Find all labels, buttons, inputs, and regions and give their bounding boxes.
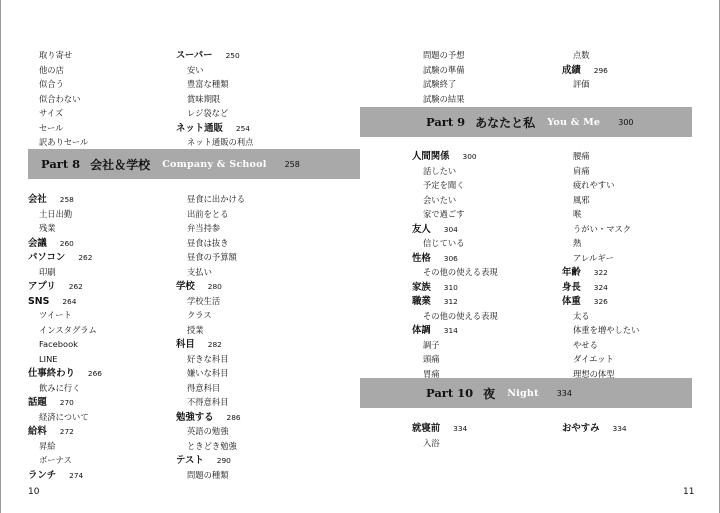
index-subentry	[187, 90, 317, 104]
index-subentry	[573, 321, 703, 335]
index-subentry	[187, 350, 317, 364]
entry-label: 友人 304	[412, 223, 458, 235]
index-subentry	[573, 350, 703, 364]
entry-label: 太る	[573, 310, 590, 321]
entry-label: ボーナス	[39, 455, 72, 465]
index-subentry	[573, 234, 703, 248]
entry-label: 安い	[187, 64, 204, 75]
index-subentry	[423, 350, 553, 364]
entry-label: おやすみ 334	[562, 423, 627, 434]
entry-label: 喉	[573, 209, 582, 219]
entry-label: 仕事終わり 266	[28, 368, 102, 379]
index-subentry	[573, 249, 703, 263]
part10-jp-title: 夜	[483, 386, 496, 401]
index-heading	[176, 119, 306, 133]
entry-label: 頭痛	[423, 354, 440, 364]
entry-label: 疲れやすい	[573, 180, 615, 190]
entry-label: 風邪	[573, 194, 590, 205]
index-subentry	[423, 365, 553, 379]
entry-page-number: 262	[68, 282, 83, 291]
index-heading	[28, 292, 158, 306]
entry-label: 人間関係 300	[412, 151, 477, 162]
entry-label: 体調 314	[412, 325, 458, 336]
part8-page: 258	[284, 159, 300, 169]
entry-label: 信じている	[423, 238, 465, 248]
index-subentry	[423, 61, 553, 75]
index-heading	[562, 278, 692, 292]
part9-label: Part 9	[426, 115, 466, 129]
index-subentry	[423, 176, 553, 190]
entry-label: 話題 270	[28, 397, 74, 408]
index-subentry	[187, 364, 317, 378]
index-subentry	[187, 205, 317, 219]
entry-page-number: 258	[59, 195, 74, 204]
entry-label: 経済について	[39, 411, 89, 422]
part8-banner	[28, 149, 360, 179]
index-subentry	[39, 205, 169, 219]
index-subentry	[39, 306, 169, 320]
part9-banner	[360, 107, 692, 137]
index-heading	[562, 61, 692, 75]
entry-label: 他の店	[39, 64, 64, 75]
index-subentry	[423, 75, 553, 89]
index-subentry	[423, 90, 553, 104]
entry-page-number: 260	[59, 238, 74, 248]
entry-label: SNS 264	[28, 295, 77, 307]
entry-label: LINE	[39, 353, 58, 364]
index-heading	[176, 335, 306, 349]
entry-label: ランチ 274	[28, 469, 84, 481]
index-subentry	[39, 263, 169, 277]
entry-page-number: 274	[69, 470, 84, 480]
entry-label: 職業 312	[412, 296, 458, 307]
index-heading	[412, 220, 542, 234]
part8-label: Part 8	[41, 157, 81, 171]
entry-page-number: 290	[216, 456, 231, 465]
entry-label: 年齢 322	[562, 267, 608, 278]
index-subentry	[423, 205, 553, 219]
index-heading	[412, 321, 542, 335]
index-subentry	[39, 219, 169, 233]
part9-jp-title: あなたと私	[475, 115, 536, 130]
entry-label: 問題の種類	[187, 469, 229, 480]
entry-page-number: 272	[59, 427, 74, 436]
index-heading	[412, 249, 542, 263]
index-heading	[28, 277, 158, 291]
entry-label: アレルギー	[573, 252, 614, 263]
entry-label: 体重 326	[562, 296, 608, 307]
entry-label: 勉強する 286	[176, 411, 241, 423]
index-heading	[176, 408, 306, 422]
entry-label: 科目 282	[176, 339, 222, 350]
index-heading	[562, 419, 692, 433]
entry-label: 学校 280	[176, 281, 222, 292]
index-subentry	[187, 393, 317, 407]
entry-page-number: 304	[443, 224, 458, 234]
index-subentry	[187, 133, 317, 147]
entry-label: 昼食に出かける	[187, 194, 246, 204]
entry-label: 就寝前 334	[412, 423, 468, 434]
entry-label: 点数	[573, 50, 590, 60]
entry-page-number: 300	[462, 152, 477, 161]
part10-en-title: Night	[507, 387, 539, 399]
entry-page-number: 296	[593, 65, 608, 75]
entry-label: その他の使える表現	[423, 310, 498, 321]
entry-label: 給料 272	[28, 426, 74, 437]
index-subentry	[423, 234, 553, 248]
entry-label: クラス	[187, 310, 212, 320]
entry-label: 入浴	[423, 437, 440, 448]
part8-en-title: Company & School	[162, 158, 267, 170]
index-subentry	[187, 219, 317, 233]
entry-label: セール	[39, 122, 64, 133]
index-subentry	[187, 61, 317, 75]
entry-label: 肩痛	[573, 165, 590, 176]
entry-label: 性格 306	[412, 252, 458, 264]
index-subentry	[573, 205, 703, 219]
entry-label: サイズ	[39, 108, 64, 118]
index-subentry	[423, 307, 553, 321]
index-subentry	[39, 133, 169, 147]
entry-label: ダイエット	[573, 354, 614, 364]
entry-label: 英語の勉強	[187, 426, 229, 436]
entry-label: 嫌いな科目	[187, 368, 229, 378]
index-subentry	[187, 379, 317, 393]
entry-label: 残業	[39, 223, 56, 233]
entry-page-number: 282	[207, 340, 222, 349]
entry-page-number: 322	[593, 268, 608, 277]
entry-label: 学校生活	[187, 295, 221, 306]
entry-label: Facebook	[39, 339, 78, 349]
index-subentry	[573, 162, 703, 176]
index-heading	[412, 292, 542, 306]
index-subentry	[423, 46, 553, 60]
entry-label: 支払い	[187, 266, 212, 277]
left-page-number: 10	[28, 487, 40, 497]
entry-label: 問題の予想	[423, 50, 465, 60]
index-subentry	[187, 292, 317, 306]
index-heading	[176, 46, 306, 60]
entry-label: 似合わない	[39, 93, 81, 104]
index-subentry	[187, 422, 317, 436]
index-subentry	[187, 321, 317, 335]
right-page-number: 11	[683, 487, 695, 497]
entry-page-number: 264	[62, 296, 77, 306]
entry-page-number: 266	[87, 369, 102, 378]
index-heading	[28, 393, 158, 407]
entry-label: ツイート	[39, 310, 72, 320]
entry-label: 飲みに行く	[39, 382, 81, 393]
entry-page-number: 280	[207, 282, 222, 291]
part9-page: 300	[618, 117, 634, 127]
index-heading	[28, 466, 158, 480]
index-subentry	[39, 350, 169, 364]
part10-page: 334	[556, 388, 572, 398]
entry-page-number: 286	[226, 412, 241, 422]
entry-label: 土日出勤	[39, 208, 73, 219]
entry-label: 好きな科目	[187, 353, 229, 364]
index-subentry	[187, 248, 317, 262]
index-subentry	[423, 336, 553, 350]
index-subentry	[573, 307, 703, 321]
part10-banner	[360, 378, 692, 408]
index-subentry	[573, 365, 703, 379]
index-subentry	[187, 234, 317, 248]
entry-label: 印刷	[39, 266, 56, 277]
entry-label: ネット通販 254	[176, 122, 250, 134]
entry-label: 試験終了	[423, 79, 457, 89]
index-subentry	[187, 190, 317, 204]
entry-label: 豊富な種類	[187, 79, 229, 89]
entry-page-number: 254	[235, 123, 250, 133]
index-subentry	[573, 147, 703, 161]
entry-label: 訳ありセール	[39, 137, 89, 147]
entry-label: 予定を聞く	[423, 180, 465, 190]
entry-label: 家で過ごす	[423, 209, 465, 219]
entry-page-number: 334	[453, 424, 468, 433]
entry-label: 家族 310	[412, 281, 458, 293]
index-heading	[562, 263, 692, 277]
index-subentry	[187, 263, 317, 277]
part9-en-title: You & Me	[547, 116, 601, 128]
index-subentry	[39, 90, 169, 104]
entry-label: アプリ 262	[28, 281, 83, 292]
entry-label: テスト 290	[176, 455, 231, 466]
index-subentry	[39, 379, 169, 393]
index-subentry	[423, 162, 553, 176]
part8-jp-title: 会社＆学校	[90, 157, 151, 172]
index-heading	[176, 451, 306, 465]
entry-page-number: 314	[443, 326, 458, 335]
index-heading	[28, 190, 158, 204]
entry-page-number: 250	[225, 51, 240, 60]
entry-label: 会いたい	[423, 194, 457, 205]
index-subentry	[39, 335, 169, 349]
index-subentry	[573, 176, 703, 190]
index-subentry	[39, 451, 169, 465]
index-heading	[412, 278, 542, 292]
entry-label: 昼食は抜き	[187, 237, 229, 248]
index-subentry	[187, 437, 317, 451]
index-heading	[176, 277, 306, 291]
entry-label: 似合う	[39, 79, 64, 89]
part10-label: Part 10	[426, 386, 474, 400]
entry-label: ときどき勉強	[187, 440, 237, 451]
index-subentry	[573, 75, 703, 89]
index-subentry	[423, 263, 553, 277]
entry-page-number: 334	[612, 424, 627, 433]
entry-label: 熱	[573, 238, 582, 248]
index-heading	[28, 234, 158, 248]
entry-label: 評価	[573, 79, 590, 89]
entry-label: 体重を増やしたい	[573, 325, 640, 335]
entry-label: やせる	[573, 339, 598, 350]
index-subentry	[573, 191, 703, 205]
index-heading	[562, 292, 692, 306]
index-subentry	[423, 191, 553, 205]
index-subentry	[187, 306, 317, 320]
entry-page-number: 310	[443, 282, 458, 292]
entry-label: 調子	[423, 339, 440, 350]
entry-label: 取り寄せ	[39, 50, 73, 60]
index-subentry	[187, 75, 317, 89]
entry-label: 理想の体型	[573, 368, 615, 379]
entry-label: パソコン 262	[28, 252, 93, 263]
entry-page-number: 326	[593, 297, 608, 306]
entry-label: 成績 296	[562, 64, 608, 76]
entry-label: 弁当持参	[187, 223, 221, 233]
entry-label: インスタグラム	[39, 324, 97, 335]
entry-label: 授業	[187, 324, 204, 335]
index-subentry	[187, 104, 317, 118]
index-subentry	[39, 61, 169, 75]
entry-label: 胃痛	[423, 368, 440, 379]
entry-label: 身長 324	[562, 281, 608, 293]
index-subentry	[39, 437, 169, 451]
entry-label: 腰痛	[573, 151, 590, 161]
entry-label: うがい・マスク	[573, 223, 632, 234]
entry-page-number: 324	[593, 282, 608, 292]
index-heading	[28, 248, 158, 262]
index-subentry	[39, 408, 169, 422]
index-subentry	[573, 46, 703, 60]
left-page-edge	[0, 0, 1, 513]
entry-label: 出前をとる	[187, 208, 229, 219]
entry-label: 試験の準備	[423, 64, 465, 75]
index-heading	[28, 422, 158, 436]
index-heading	[28, 364, 158, 378]
entry-label: ネット通販の利点	[187, 137, 254, 147]
index-subentry	[423, 434, 553, 448]
index-subentry	[573, 220, 703, 234]
index-subentry	[573, 336, 703, 350]
entry-label: 昼食の予算額	[187, 252, 237, 262]
entry-page-number: 270	[59, 398, 74, 407]
index-subentry	[39, 321, 169, 335]
entry-page-number: 312	[443, 297, 458, 306]
entry-label: 試験の結果	[423, 93, 465, 104]
entry-label: 賞味期限	[187, 93, 221, 104]
entry-label: 得意科目	[187, 382, 221, 393]
entry-page-number: 262	[78, 253, 93, 262]
entry-label: 会社 258	[28, 194, 74, 205]
index-heading	[412, 419, 542, 433]
entry-label: レジ袋など	[187, 108, 229, 118]
entry-label: 会議 260	[28, 237, 74, 249]
index-heading	[412, 147, 542, 161]
index-subentry	[187, 466, 317, 480]
entry-label: スーパー 250	[176, 50, 240, 61]
entry-label: 話したい	[423, 165, 457, 176]
entry-label: その他の使える表現	[423, 267, 498, 277]
entry-label: 昇給	[39, 440, 56, 451]
entry-label: 不得意科目	[187, 397, 229, 407]
index-subentry	[39, 46, 169, 60]
index-subentry	[39, 119, 169, 133]
index-subentry	[39, 104, 169, 118]
entry-page-number: 306	[443, 253, 458, 263]
index-subentry	[39, 75, 169, 89]
